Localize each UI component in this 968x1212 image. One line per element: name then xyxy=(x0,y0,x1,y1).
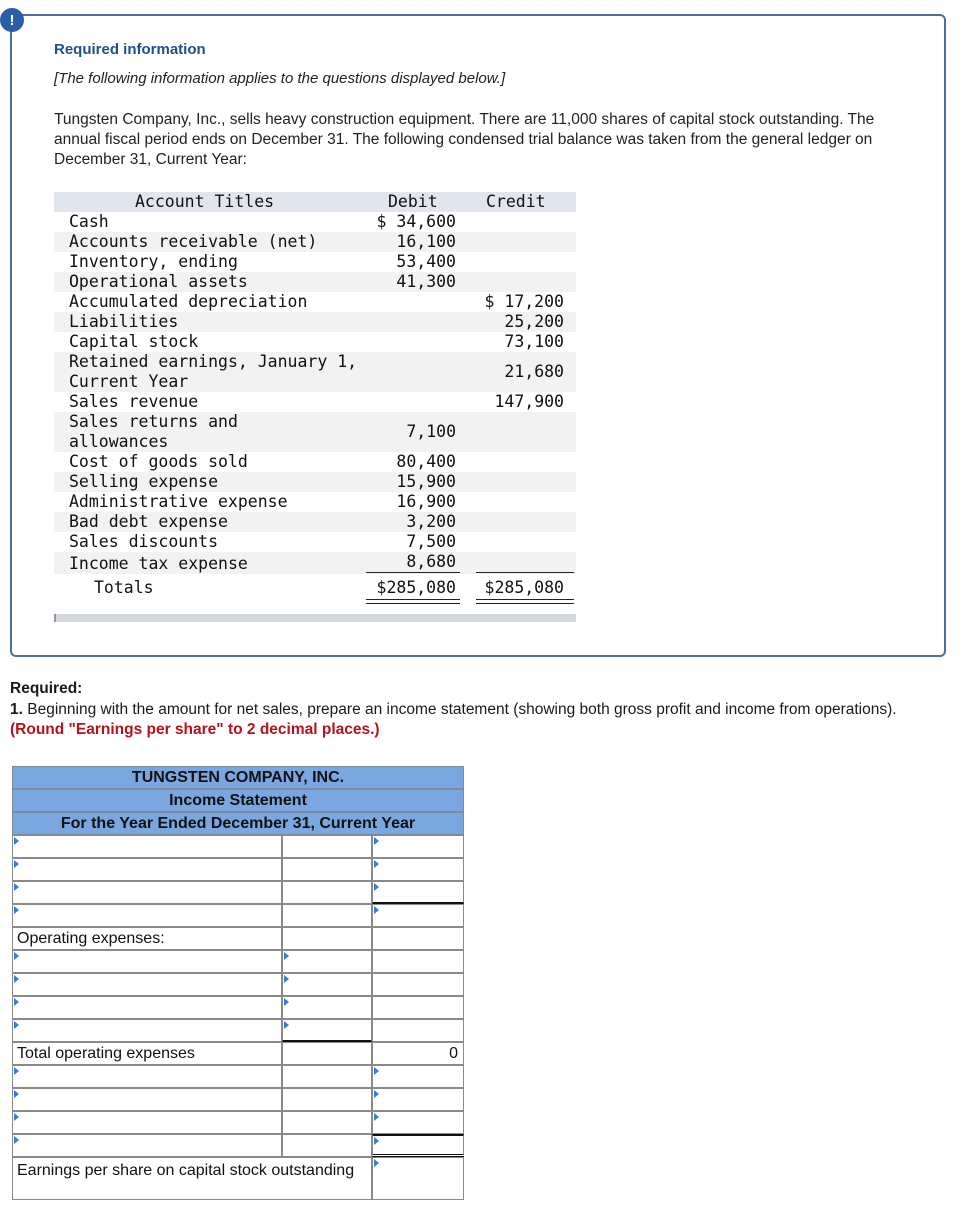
amount-input[interactable] xyxy=(282,1111,372,1134)
dropdown-marker-icon xyxy=(14,860,19,868)
line-item-dropdown[interactable] xyxy=(12,1134,282,1157)
input-marker-icon xyxy=(284,952,289,960)
account-title: Cash xyxy=(69,212,109,231)
amount-input[interactable] xyxy=(282,1065,372,1088)
amount-input[interactable] xyxy=(372,904,464,927)
account-title: Administrative expense xyxy=(69,492,288,511)
amount-input[interactable] xyxy=(282,881,372,904)
amount-input[interactable] xyxy=(372,996,464,1019)
exclamation-icon: ! xyxy=(0,8,24,32)
debit-amount: 16,900 xyxy=(396,492,456,511)
account-title: Accounts receivable (net) xyxy=(69,232,318,251)
amount-input[interactable] xyxy=(282,835,372,858)
company-name: TUNGSTEN COMPANY, INC. xyxy=(12,766,464,789)
debit-amount: 3,200 xyxy=(406,512,456,531)
table-row xyxy=(54,552,576,574)
input-marker-icon xyxy=(284,1021,289,1029)
account-title: Inventory, ending xyxy=(69,252,238,271)
required-instructions xyxy=(10,700,950,740)
amount-input[interactable] xyxy=(372,1088,464,1111)
dropdown-marker-icon xyxy=(14,1136,19,1144)
total-operating-expenses-label: Total operating expenses xyxy=(12,1042,282,1065)
amount-input[interactable] xyxy=(282,904,372,927)
account-title: Sales discounts xyxy=(69,532,219,551)
table-row xyxy=(54,492,576,512)
amount-input[interactable] xyxy=(372,1111,464,1134)
operating-expenses-label: Operating expenses: xyxy=(12,927,282,950)
table-row xyxy=(54,212,576,232)
line-item-dropdown[interactable] xyxy=(12,881,282,904)
dropdown-marker-icon xyxy=(14,1113,19,1121)
eps-label: Earnings per share on capital stock outstanding xyxy=(12,1157,372,1200)
input-marker-icon xyxy=(374,1090,379,1098)
account-title: Bad debt expense xyxy=(69,512,228,531)
expense-dropdown[interactable] xyxy=(12,996,282,1019)
expense-amount-input[interactable] xyxy=(282,973,372,996)
input-marker-icon xyxy=(374,1159,379,1167)
input-marker-icon xyxy=(374,1067,379,1075)
account-title: Selling expense xyxy=(69,472,219,491)
account-title: Income tax expense xyxy=(69,554,248,573)
amount-input[interactable] xyxy=(282,927,372,950)
debit-amount: 7,500 xyxy=(406,532,456,551)
credit-amount: 25,200 xyxy=(504,312,564,331)
line-item-dropdown[interactable] xyxy=(12,904,282,927)
dropdown-marker-icon xyxy=(14,1090,19,1098)
table-row xyxy=(54,452,576,472)
line-item-dropdown[interactable] xyxy=(12,835,282,858)
statement-period: For the Year Ended December 31, Current Year xyxy=(12,812,464,835)
dropdown-marker-icon xyxy=(14,998,19,1006)
credit-amount: 147,900 xyxy=(494,392,564,411)
account-title: Cost of goods sold xyxy=(69,452,248,471)
table-row xyxy=(54,512,576,532)
amount-input[interactable] xyxy=(372,973,464,996)
expense-dropdown[interactable] xyxy=(12,950,282,973)
debit-total: $285,080 xyxy=(376,578,456,597)
input-marker-icon xyxy=(374,883,379,891)
header-credit: Credit xyxy=(486,192,546,211)
input-marker-icon xyxy=(284,975,289,983)
amount-input[interactable] xyxy=(372,835,464,858)
input-marker-icon xyxy=(374,906,379,914)
table-row xyxy=(54,332,576,352)
table-horizontal-scrollbar[interactable] xyxy=(54,614,576,622)
total-operating-expenses-value xyxy=(372,1042,464,1065)
debit-amount: $ 34,600 xyxy=(376,212,456,231)
account-title: Operational assets xyxy=(69,272,248,291)
table-row xyxy=(54,472,576,492)
input-marker-icon xyxy=(374,1113,379,1121)
debit-amount: 80,400 xyxy=(396,452,456,471)
expense-dropdown[interactable] xyxy=(12,973,282,996)
table-row xyxy=(54,532,576,552)
debit-amount: 7,100 xyxy=(406,422,456,441)
expense-amount-input[interactable] xyxy=(282,950,372,973)
dropdown-marker-icon xyxy=(14,952,19,960)
account-title: Retained earnings, January 1, Current Year xyxy=(69,352,358,391)
debit-amount: 16,100 xyxy=(396,232,456,251)
dropdown-marker-icon xyxy=(14,975,19,983)
amount-input[interactable] xyxy=(372,858,464,881)
expense-dropdown[interactable] xyxy=(12,1019,282,1042)
header-debit: Debit xyxy=(388,192,438,211)
requirement-number: 1. xyxy=(10,701,23,718)
credit-amount: $ 17,200 xyxy=(484,292,564,311)
dropdown-marker-icon xyxy=(14,837,19,845)
table-row xyxy=(54,292,576,312)
debit-amount: 53,400 xyxy=(396,252,456,271)
dropdown-marker-icon xyxy=(14,883,19,891)
rounding-note: (Round "Earnings per share" to 2 decimal places.) xyxy=(10,721,380,738)
dropdown-marker-icon xyxy=(14,1067,19,1075)
table-row xyxy=(54,412,576,452)
required-label: Required: xyxy=(10,680,83,697)
table-row xyxy=(54,252,576,272)
totals-row xyxy=(54,578,576,600)
credit-amount: 73,100 xyxy=(504,332,564,351)
input-marker-icon xyxy=(284,998,289,1006)
credit-total: $285,080 xyxy=(484,578,564,597)
expense-amount-input[interactable] xyxy=(282,996,372,1019)
credit-subtotal-line xyxy=(476,572,574,573)
net-income-input[interactable] xyxy=(372,1134,464,1157)
debit-amount: 41,300 xyxy=(396,272,456,291)
total-operating-expenses-amount: 0 xyxy=(449,1045,458,1062)
table-row xyxy=(54,232,576,252)
line-item-dropdown[interactable] xyxy=(12,1088,282,1111)
amount-input[interactable] xyxy=(282,1134,372,1157)
amount-input[interactable] xyxy=(372,881,464,904)
table-row xyxy=(54,312,576,332)
info-subtitle: [The following information applies to the questions displayed below.] xyxy=(54,70,506,87)
account-title: Sales revenue xyxy=(69,392,199,411)
eps-input[interactable] xyxy=(372,1157,464,1200)
account-title: Capital stock xyxy=(69,332,199,351)
amount-input[interactable] xyxy=(282,1088,372,1111)
table-row xyxy=(54,352,576,392)
input-marker-icon xyxy=(374,860,379,868)
statement-title: Income Statement xyxy=(12,789,464,812)
line-item-dropdown[interactable] xyxy=(12,1111,282,1134)
table-row xyxy=(54,272,576,292)
account-title: Sales returns and allowances xyxy=(69,412,238,451)
table-row xyxy=(54,392,576,412)
info-title: Required information xyxy=(54,41,206,58)
expense-amount-input[interactable] xyxy=(282,1019,372,1042)
totals-label: Totals xyxy=(94,578,154,597)
requirement-text: Beginning with the amount for net sales, prepare an income statement (showing both gross profit and income from operations). xyxy=(27,701,897,718)
input-marker-icon xyxy=(374,837,379,845)
line-item-dropdown[interactable] xyxy=(12,1065,282,1088)
amount-input[interactable] xyxy=(282,858,372,881)
header-account-titles: Account Titles xyxy=(135,192,275,211)
amount-input[interactable] xyxy=(372,1065,464,1088)
amount-input[interactable] xyxy=(372,927,464,950)
amount-input[interactable] xyxy=(372,950,464,973)
trial-balance-header xyxy=(54,192,576,212)
info-paragraph: Tungsten Company, Inc., sells heavy construction equipment. There are 11,000 shares of capital stock outstanding. The annual fiscal period ends on December 31. The following condensed trial balance was taken from the general ledger on December 31, Current Year: xyxy=(54,111,875,168)
credit-amount: 21,680 xyxy=(504,362,564,381)
credit-total-double-line xyxy=(476,599,574,604)
account-title: Liabilities xyxy=(69,312,179,331)
dropdown-marker-icon xyxy=(14,906,19,914)
debit-subtotal-line xyxy=(366,572,460,573)
amount-input[interactable] xyxy=(282,1042,372,1065)
debit-amount: 15,900 xyxy=(396,472,456,491)
amount-input[interactable] xyxy=(372,1019,464,1042)
input-marker-icon xyxy=(374,1137,379,1145)
dropdown-marker-icon xyxy=(14,1021,19,1029)
debit-amount: 8,680 xyxy=(406,552,456,571)
debit-total-double-line xyxy=(366,599,460,604)
account-title: Accumulated depreciation xyxy=(69,292,308,311)
line-item-dropdown[interactable] xyxy=(12,858,282,881)
